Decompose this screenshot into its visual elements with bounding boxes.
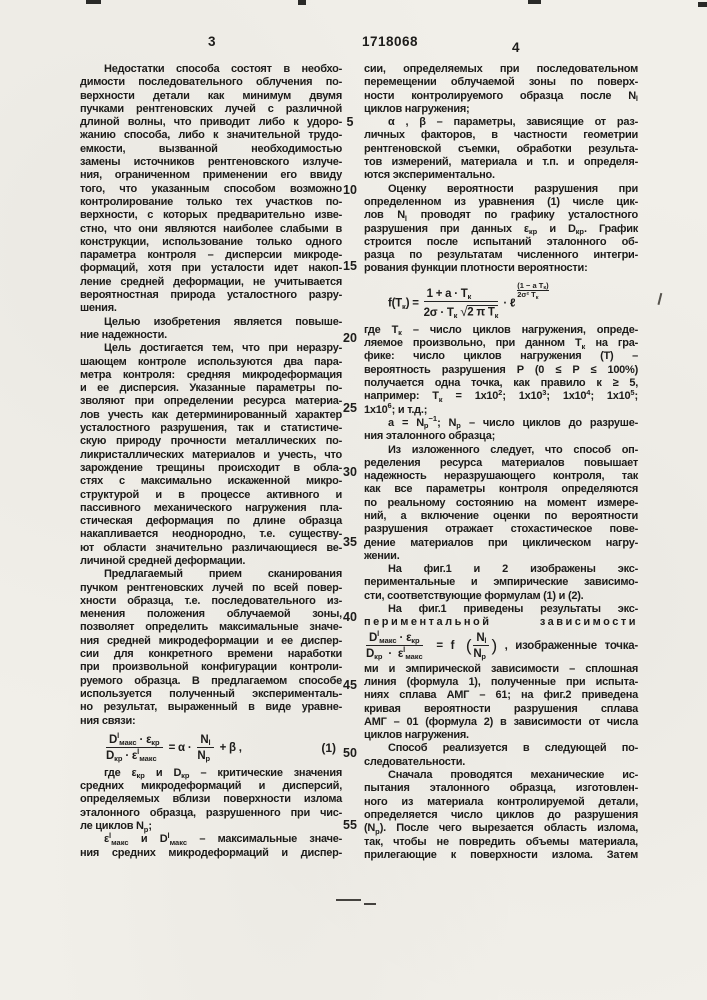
text-line: ние надежности. xyxy=(80,328,167,341)
text-line: шения. xyxy=(80,302,117,315)
text-line: шающем контроле используются два пара- xyxy=(80,355,342,368)
text-line: того, что указанным способом возможно xyxy=(80,182,342,195)
text-line: сии, определяемых при последовательном xyxy=(364,63,638,75)
text-line: Недостатки способа состоят в необхо- xyxy=(104,63,342,75)
text-line: надежность неразрушающего контроля, так xyxy=(364,470,638,483)
line-number: 10 xyxy=(343,183,357,197)
text-line: емкости, вызванной необходимостью xyxy=(80,142,342,155)
text-line: фике: число циклов нагружения (T) – xyxy=(364,350,638,363)
text-line: так, чтобы не повредить объемы материала, xyxy=(364,835,638,848)
column-end-rule xyxy=(336,899,361,901)
text-line: формаций, хотя при усталости идет накоп- xyxy=(80,262,342,275)
text-line: димости последовательного облучения по- xyxy=(80,76,342,89)
text-line: определенном из уравнения (1) числе цик- xyxy=(364,195,638,208)
text-line: но результат, выраженный в виде уравне- xyxy=(80,701,342,714)
formula-number: (1) xyxy=(321,740,336,755)
text-line: скую природу прочности металлических по- xyxy=(80,435,342,448)
document-number: 1718068 xyxy=(361,34,419,49)
text-line: ми и эмпирической зависимости – сплошная xyxy=(364,662,638,675)
scan-artifact xyxy=(528,0,541,4)
text-line: На фиг.1 и 2 изображены экс- xyxy=(388,563,638,576)
text-line: ния, ограниченном применении его ввиду xyxy=(80,169,342,182)
text-line: Из изложенного следует, что способ оп- xyxy=(388,443,638,456)
text-line: параметра контроля – дисперсии микроде- xyxy=(80,249,342,262)
text-line: Цель достигается тем, что при неразру- xyxy=(104,342,342,355)
text-line: позволяет определить максимальные значе- xyxy=(80,621,342,634)
text-line: верхности детали как минимум двумя xyxy=(80,89,342,102)
text-line: стях с максимально искаженной микро- xyxy=(80,475,342,488)
text-line: периментальной зависимости xyxy=(364,616,638,629)
text-line: циклов нагружения. xyxy=(364,729,469,742)
text-line: ниях сплава АМГ – 61; на фиг.2 приведена xyxy=(364,689,638,702)
text-line: длиной волны, что приводит либо к удоро- xyxy=(80,116,342,129)
text-line: пучком рентгеновских лучей по всей повер- xyxy=(80,581,342,594)
text-line: разрушения отражает стохастическое пове- xyxy=(364,523,638,536)
text-line: перемещении облучаемой зоны по поверх- xyxy=(364,76,638,89)
text-line: кривая вероятности разрушения сплава xyxy=(364,702,638,715)
column-end-rule xyxy=(364,903,376,905)
text-line: жанию способа, либо к значительной трудо- xyxy=(80,129,342,142)
formula: $f(T_к)$ = $\frac{1 + a \cdot T_к}{2\sigma \cdot T_к √2 \pi T_к}$ · ℓ (1 − a $T_к$) 2σ² $T_к$ xyxy=(388,280,549,321)
text-line: тов измерений, материала и т.п. и определя- xyxy=(364,156,638,169)
text-line: стическая деформация по длине образца xyxy=(80,515,342,528)
line-number: 20 xyxy=(343,331,357,345)
page-number-right: 4 xyxy=(512,40,521,55)
text-line: строится после испытаний эталонного об- xyxy=(364,235,638,248)
text-line: ликристаллических материалов и учесть, что xyxy=(80,448,342,461)
text-line: разрушения при данных $\varepsilon_{кр}$ и $D_{кр}$. График xyxy=(364,222,638,237)
text-line: линия (формула 1), полученные при испыта- xyxy=(364,675,638,688)
text-line: вероятность разрушения P (0 ≤ P ≤ 100%) xyxy=(364,363,638,376)
text-line: периментальные и эмпирические зависимо- xyxy=(364,576,638,589)
text-line: $a = N_р^{-1}$; $N_р$ – число циклов до разруше- xyxy=(388,414,638,431)
text-line: где $\varepsilon_{кр}$ и $D_{кр}$ – критические значения xyxy=(104,766,342,781)
text-line: лов $N_l$ проводят по графику усталостного xyxy=(364,209,638,223)
text-line: рования функции плотности вероятности: xyxy=(364,262,588,275)
text-line: циклов нагружения; xyxy=(364,102,470,115)
page-number-left: 3 xyxy=(208,34,217,49)
text-line: руемого образца. В предлагаемом способе xyxy=(80,674,342,687)
text-line: ний, а включение оценки по вероятности xyxy=(364,510,638,522)
line-number: 55 xyxy=(343,818,357,832)
text-line: эталонного образца, разрушенного при чис- xyxy=(80,806,342,819)
text-line: рентгеновской съемки, обработки результа- xyxy=(364,142,638,155)
text-line: как все параметры контроля определяются xyxy=(364,483,638,496)
scan-artifact xyxy=(298,0,306,5)
text-line: пучками рентгеновских лучей с различной xyxy=(80,102,342,115)
text-line: стно, что они являются наиболее слабыми в xyxy=(80,222,342,235)
text-line: Целью изобретения является повыше- xyxy=(104,315,342,328)
text-line: используется полученный эксперименталь- xyxy=(80,687,342,700)
line-number: 30 xyxy=(343,465,357,479)
text-line: при произвольной конфигурации контроли- xyxy=(80,661,342,674)
text-line: зарождение трещины происходит в обла- xyxy=(80,461,342,474)
text-line: средних микродеформаций и дисперсий, xyxy=(80,780,342,793)
text-line: ного из материала контролируемой детали, xyxy=(364,795,638,808)
text-line: определяемых вблизи поверхности излома xyxy=(80,793,342,806)
text-line: верхности, с которых предварительно изве- xyxy=(80,209,342,222)
scan-artifact xyxy=(698,2,707,7)
text-line: дение материалов при циклическом нагру- xyxy=(364,536,638,549)
text-line: контролирование только тех участков по- xyxy=(80,195,342,208)
text-line: ют области значительно различающиеся ве- xyxy=(80,541,342,554)
text-line: зволяют при определении ресурса материа- xyxy=(80,395,342,408)
text-line: следовательности. xyxy=(364,755,466,768)
text-line: замены источников рентгеновского излуче- xyxy=(80,156,342,169)
line-number: 5 xyxy=(346,115,354,129)
text-line: личных факторов, в частности геометрии xyxy=(364,129,638,142)
scan-artifact xyxy=(86,0,101,4)
text-line: лов учесть как детерминированный характер xyxy=(80,408,342,421)
text-line: $\varepsilon^l_{макс}$ и $D^l_{макс}$ – максимальные значе- xyxy=(104,830,342,847)
text-line: ределения ресурса материалов повышает xyxy=(364,456,638,469)
text-line: личиной средней деформации. xyxy=(80,554,246,567)
text-line: пассивного механического нагружения пла- xyxy=(80,501,342,514)
text-line: пытания эталонного образца, изготовлен- xyxy=(364,782,638,795)
text-line: структурой и в процессе активного и xyxy=(80,488,342,501)
line-number: 40 xyxy=(343,610,357,624)
text-line: Предлагаемый прием сканирования xyxy=(104,568,342,581)
text-line: α , β – параметры, зависящие от раз- xyxy=(388,116,638,129)
text-line: ляемое произвольно, при данном $T_к$ на гра- xyxy=(364,337,638,351)
line-number: 25 xyxy=(343,401,357,415)
text-line: ния средней микродеформации и ее диспер- xyxy=(80,634,342,647)
text-line: менения положения облучаемой зоны, xyxy=(80,608,342,621)
line-number: 15 xyxy=(343,259,357,273)
text-line: разца по результатам численного интегри- xyxy=(364,249,638,262)
right-text-column xyxy=(364,63,638,862)
text-line: $(N_р)$. После чего вырезается область излома, xyxy=(364,822,638,836)
text-line: усталостного разрушения, так и статистиче- xyxy=(80,422,342,435)
text-line: ния эталонного образца; xyxy=(364,430,495,443)
text-line: определяется число циклов до разрушения xyxy=(364,808,638,821)
text-line: жении. xyxy=(364,549,400,562)
text-line: где $T_к$ – число циклов нагружения, опреде- xyxy=(364,323,638,338)
text-line: ление средней деформации, не учитывается xyxy=(80,275,342,288)
text-line: сии для конкретного времени наработки xyxy=(80,648,342,661)
text-line: $1x10^6$; и т.д.; xyxy=(364,401,428,416)
line-number: 45 xyxy=(343,678,357,692)
text-line: сти, соответствующие формулам (1) и (2). xyxy=(364,589,584,602)
text-line: хности образца, т.е. последовательного из- xyxy=(80,594,342,607)
text-line: и ее дисперсия. Указанные параметры по- xyxy=(80,382,342,395)
text-line: Оценку вероятности разрушения при xyxy=(388,182,638,195)
formula: $\frac{D^l_{макс} \cdot \varepsilon_{кр}}{D_{кр} \cdot \varepsilon^l_{макс}}$ = α · $\frac{N_l}{N_р}$ + β , (1) xyxy=(106,731,336,764)
text-line: получается одна точка, как правило к ≥ 5, xyxy=(364,377,638,390)
text-line: конструкции, использование только одного xyxy=(80,235,342,248)
scan-artifact xyxy=(650,291,663,305)
text-line: ле циклов $N_р$; xyxy=(80,820,152,834)
text-line: прилегающие к поверхности излома. Затем xyxy=(364,848,638,861)
left-text-column xyxy=(80,63,342,860)
text-line: Сначала проводятся механические ис- xyxy=(388,769,638,782)
text-line: ния связи: xyxy=(80,714,136,727)
text-line: ются экспериментально. xyxy=(364,169,495,182)
line-number: 50 xyxy=(343,746,357,760)
text-line: например: $T_к = 1x10^2$; $1x10^3$; $1x10^4$; $1x10^5$; xyxy=(364,387,638,404)
text-line: Способ реализуется в следующей по- xyxy=(388,742,638,755)
text-line: накапливается неоднородно, т.е. существу- xyxy=(80,528,342,541)
text-line: АМГ – 01 (формула 2) в зависимости от числа xyxy=(364,715,638,728)
text-line: ности контролируемого образца после $N_l$ xyxy=(364,89,638,104)
text-line: по реальному состоянию на момент измере- xyxy=(364,496,638,509)
text-line: метра контроля: средняя микродеформация xyxy=(80,368,342,381)
line-number: 35 xyxy=(343,535,357,549)
text-line: вероятностная природа усталостного разру- xyxy=(80,289,342,302)
text-line: На фиг.1 приведены результаты экс- xyxy=(388,603,638,616)
text-line: ния средних микродеформаций и диспер- xyxy=(80,846,342,859)
formula: $\frac{D^l_{макс} \cdot \varepsilon_{кр}}{D_{кр} \cdot \varepsilon^l_{макс}}$ = f ( $\frac{N_l}{N_р}$ ) , изображенные точка- xyxy=(366,629,638,662)
